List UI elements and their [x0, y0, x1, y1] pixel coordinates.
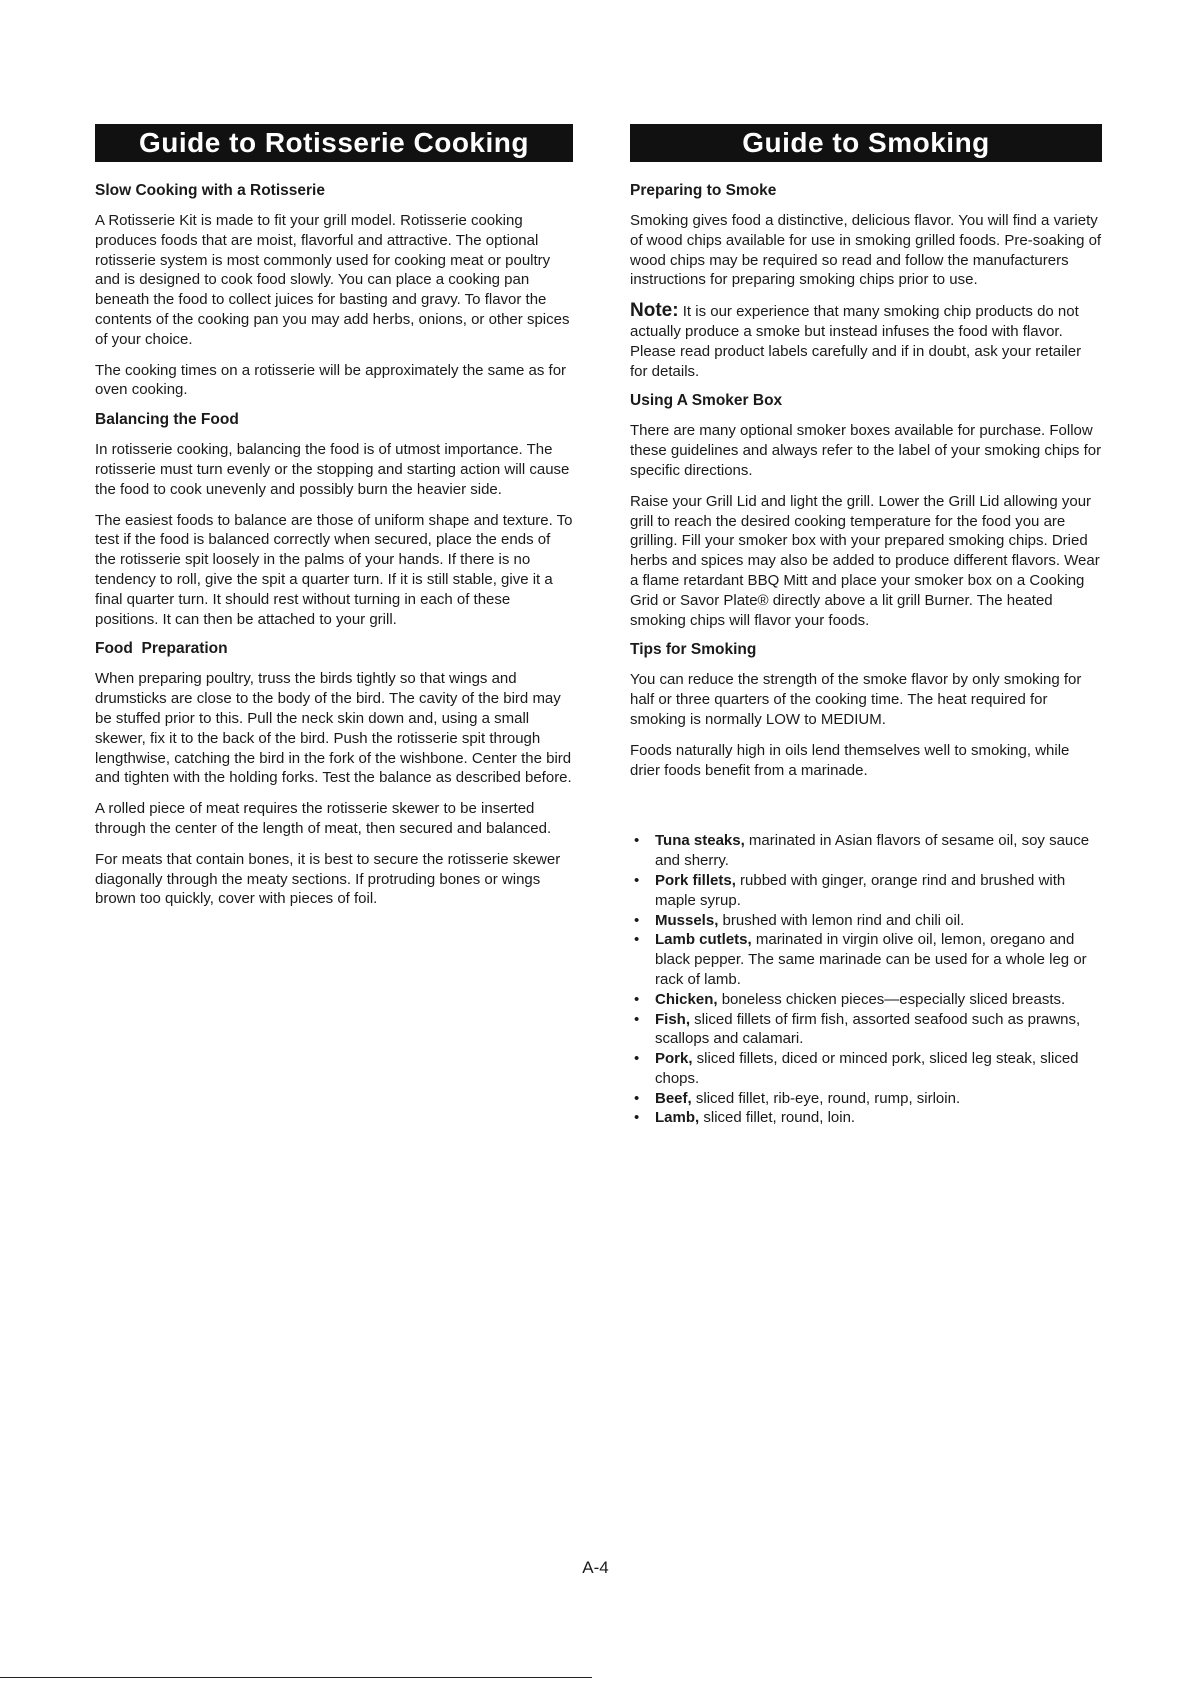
bullet-icon: • — [634, 911, 640, 929]
list-item: • Lamb, sliced fillet, round, loin. — [634, 1109, 856, 1127]
list-item: • Mussels, brushed with lemon rind and chili oil. — [634, 911, 965, 929]
list-item: • Pork, sliced fillets, diced or minced pork, sliced leg steak, sliced chops. — [634, 1050, 1079, 1087]
tips-paragraph: You can reduce the strength of the smoke flavor by only smoking for half or three quarters of the cooking time. The heat required for smoking is normally LOW to MEDIUM. — [630, 671, 1082, 728]
note-paragraph — [630, 301, 1102, 381]
cooking-times-paragraph: The cooking times on a rotisserie will be approximately the same as for oven cooking. — [95, 361, 567, 399]
footer-divider — [0, 1677, 592, 1678]
smoker-box-paragraph: There are many optional smoker boxes available for purchase. Follow these guidelines and always refer to the label of your smoking chips for specific directions. — [630, 422, 1102, 479]
bullet-icon: • — [634, 1089, 640, 1107]
oils-paragraph: Foods naturally high in oils lend themselves well to smoking, while drier foods benefit from a marinade. — [630, 741, 1070, 779]
list-item: • Beef, sliced fillet, rib-eye, round, rump, sirloin. — [634, 1089, 961, 1107]
smoking-banner: Guide to Smoking — [630, 124, 1102, 162]
list-item: • Lamb cutlets, marinated in virgin olive oil, lemon, oregano and black pepper. The same marinade can be used for a whole leg or rack of lamb. — [634, 931, 1087, 988]
balance-test-paragraph: The easiest foods to balance are those of uniform shape and texture. To test if the food is balanced correctly when secured, place the ends of the rotisserie spit loosely in the palms of your hands. If there is no tendency to roll, give the spit a quarter turn. If it is still stable, give it a final quarter turn. It should rest without turning in each of these positions. It can then be attached to your grill. — [95, 511, 573, 628]
bullet-icon: • — [634, 871, 640, 889]
balancing-paragraph: In rotisserie cooking, balancing the food is of utmost importance. The rotisserie must turn evenly or the stopping and starting action will cause the food to cook unevenly and possibly burn the heavier side. — [95, 441, 570, 498]
food-list — [630, 831, 1102, 1128]
bones-paragraph: For meats that contain bones, it is best to secure the rotisserie skewer diagonally through the meaty sections. If protruding bones or wings brown too quickly, cover with pieces of foil. — [95, 850, 561, 908]
list-item: • Fish, sliced fillets of firm fish, assorted seafood such as prawns, scallops and calamari. — [634, 1010, 1081, 1048]
list-item: • Pork fillets, rubbed with ginger, orange rind and brushed with maple syrup. — [634, 871, 1066, 909]
bullet-icon: • — [634, 1109, 640, 1127]
bullet-icon: • — [634, 931, 640, 949]
preparing-paragraph: Smoking gives food a distinctive, delicious flavor. You will find a variety of wood chips available for use in smoking grilled foods. Pre-soaking of wood chips may be required so read and follow the manufacturers instructions for preparing smoking chips prior to use. — [630, 212, 1102, 289]
bullet-icon: • — [634, 832, 640, 850]
bullet-icon: • — [634, 1050, 640, 1068]
rotisserie-banner: Guide to Rotisserie Cooking — [95, 124, 573, 162]
poultry-paragraph: When preparing poultry, truss the birds tightly so that wings and drumsticks are close to the body of the bird. The cavity of the bird may be stuffed prior to this. Pull the neck skin down and, using a small skewer, fix it to the back of the bird. Push the rotisserie spit through lengthwise, catching the bird in the fork of the wishbone. Center the bird and tighten with the holding forks. Test the balance as described before. — [95, 670, 572, 787]
tips-heading: Tips for Smoking — [630, 641, 757, 659]
smoking-column — [630, 124, 1102, 1128]
note-label: Note: — [630, 300, 679, 322]
food-preparation-heading: Food Preparation — [95, 640, 228, 658]
list-item: • Chicken, boneless chicken pieces—especially sliced breasts. — [634, 990, 1066, 1008]
rotisserie-column — [95, 124, 573, 920]
smoker-box-steps-paragraph: Raise your Grill Lid and light the grill. Lower the Grill Lid allowing your grill to reach the desired cooking temperature for the food you are grilling. Fill your smoker box with your prepared smoking chips. Dried herbs and spices may also be added to produce different flavors. Wear a flame retardant BBQ Mitt and place your smoker box on a Cooking Grid or Savor Plate® directly above a lit grill Burner. The heated smoking chips will flavor your foods. — [630, 492, 1100, 629]
slow-cooking-paragraph: A Rotisserie Kit is made to fit your grill model. Rotisserie cooking produces foods that are moist, flavorful and attractive. The optional rotisserie system is most commonly used for cooking meat or poultry and is designed to cook food slowly. You can place a cooking pan beneath the food to collect juices for basting and gravy. To flavor the contents of the cooking pan you may add herbs, onions, or other spices of your choice. — [95, 212, 570, 348]
bullet-icon: • — [634, 990, 640, 1008]
balancing-heading: Balancing the Food — [95, 411, 239, 429]
list-item: • Tuna steaks, marinated in Asian flavors of sesame oil, soy sauce and sherry. — [634, 832, 1090, 870]
preparing-heading: Preparing to Smoke — [630, 182, 777, 199]
bullet-icon: • — [634, 1010, 640, 1028]
slow-cooking-heading: Slow Cooking with a Rotisserie — [95, 182, 325, 199]
rolled-meat-paragraph: A rolled piece of meat requires the rotisserie skewer to be inserted through the center of the length of meat, then secured and balanced. — [95, 800, 552, 837]
page-number: A-4 — [582, 1558, 609, 1577]
note-text: It is our experience that many smoking chip products do not actually produce a smoke but instead infuses the food with flavor. Please read product labels carefully and if in doubt, ask your retailer for details. — [630, 303, 1082, 380]
smoker-box-heading: Using A Smoker Box — [630, 392, 783, 410]
